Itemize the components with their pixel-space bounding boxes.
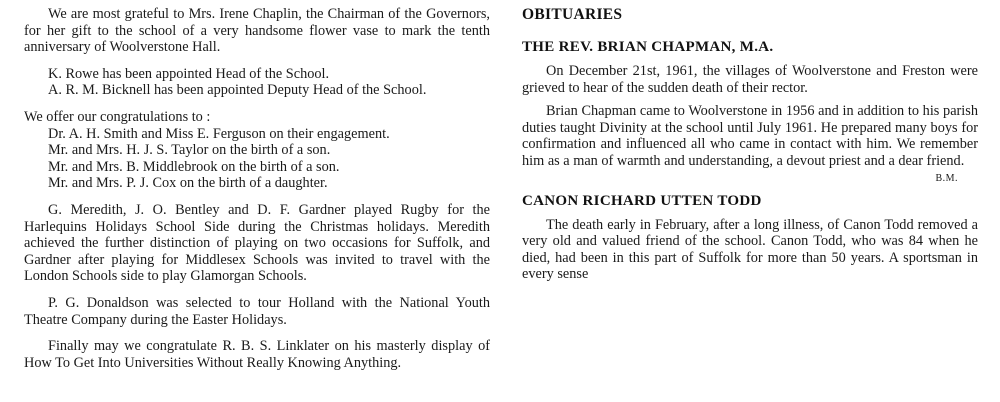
congratulations-item: Mr. and Mrs. B. Middlebrook on the birth of a son.	[48, 158, 340, 175]
congratulations-item: Mr. and Mrs. H. J. S. Taylor on the birth of a son.	[48, 142, 331, 159]
head-of-school-paragraph: K. Rowe has been appointed Head of the School.	[48, 65, 330, 82]
rugby-paragraph: G. Meredith, J. O. Bentley and D. F. Gardner played Rugby for the Harlequins Holidays School Side during the Christmas holidays. Meredith achieved the further distinction of playing on two occasions for Suffolk, and Gardner after playing for Middlesex Schools was invited to travel with the London Schools side to play Glamorgan Schools.	[24, 201, 490, 285]
right-column	[522, 6, 978, 283]
congratulations-item: Mr. and Mrs. P. J. Cox on the birth of a daughter.	[48, 175, 328, 192]
linklater-paragraph: Finally may we congratulate R. B. S. Linklater on his masterly display of How To Get Into Universities Without Really Knowing Anything.	[24, 338, 490, 371]
chapman-paragraph-2: Brian Chapman came to Woolverstone in 1956 and in addition to his parish duties taught Divinity at the school until July 1961. He prepared many boys for confirmation and influenced all who came in contact with him. We remember him as a man of warmth and understanding, a devout priest and a dear friend.	[522, 103, 978, 169]
chapman-signature: B.M.	[935, 172, 958, 184]
youth-theatre-paragraph: P. G. Donaldson was selected to tour Holland with the National Youth Theatre Company during the Easter Holidays.	[24, 294, 490, 328]
congratulations-item: Dr. A. H. Smith and Miss E. Ferguson on their engagement.	[48, 125, 390, 142]
congratulations-list	[24, 126, 490, 192]
congratulations-intro: We offer our congratulations to :	[24, 108, 211, 125]
chapman-paragraph-1: On December 21st, 1961, the villages of Woolverstone and Freston were grieved to hear of the sudden death of their rector.	[522, 63, 978, 96]
todd-heading: CANON RICHARD UTTEN TODD	[522, 192, 762, 209]
chapman-heading: THE REV. BRIAN CHAPMAN, M.A.	[522, 39, 774, 55]
todd-paragraph-1: The death early in February, after a long illness, of Canon Todd removed a very old and valued friend of the school. Canon Todd, who was 84 when he died, had been in this part of Suffolk for more than 50 years. A sportsman in every sense	[522, 216, 978, 283]
left-column	[24, 6, 490, 371]
obituaries-heading: OBITUARIES	[522, 6, 623, 23]
vase-gift-paragraph: We are most grateful to Mrs. Irene Chaplin, the Chairman of the Governors, for her gift to the school of a very handsome flower vase to mark the tenth anniversary of Woolverstone Hall.	[24, 6, 490, 56]
deputy-head-paragraph: A. R. M. Bicknell has been appointed Deputy Head of the School.	[48, 82, 427, 99]
